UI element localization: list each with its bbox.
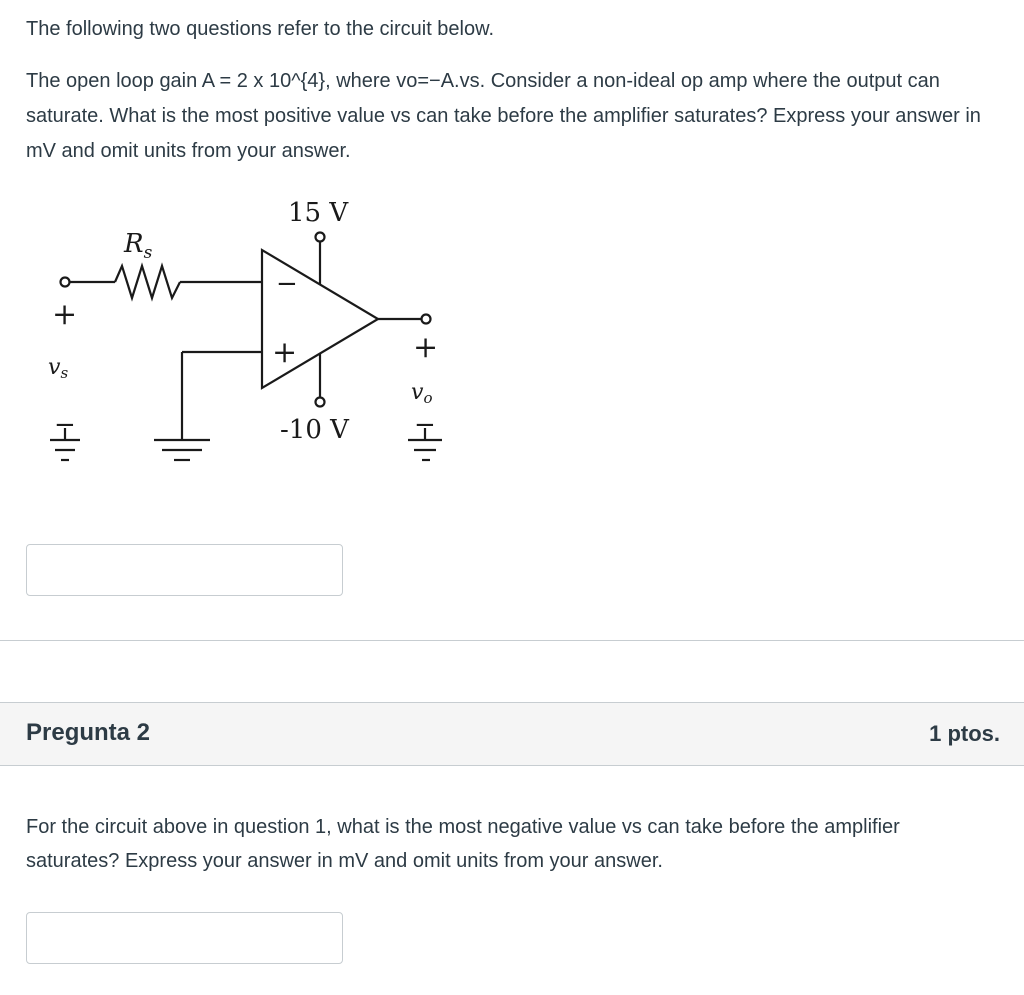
output-plus-sign: +	[413, 330, 439, 365]
output-minus-sign: −	[414, 410, 436, 440]
question-1-answer-input[interactable]	[26, 544, 343, 596]
inverting-input-sign: −	[276, 269, 298, 299]
resistor-rs	[115, 266, 180, 298]
question-divider	[0, 640, 1024, 641]
positive-supply-terminal	[316, 233, 325, 242]
opamp-circuit-diagram	[30, 188, 470, 488]
question-2-answer-input[interactable]	[26, 912, 343, 964]
input-terminal	[61, 278, 70, 287]
question-intro: The following two questions refer to the circuit below.	[26, 18, 495, 40]
source-voltage-label: vs	[48, 355, 69, 382]
output-voltage-label: vo	[411, 380, 433, 407]
output-terminal	[422, 315, 431, 324]
resistor-label: $R_s$	[124, 229, 153, 263]
question-2-text	[26, 810, 986, 878]
ground-symbol-opamp	[154, 440, 210, 460]
question-2-title: Pregunta 2	[26, 719, 151, 746]
negative-supply-terminal	[316, 398, 325, 407]
noninverting-input-sign: +	[272, 335, 298, 370]
question-1-body: The open loop gain A = 2 x 10^{4}, where vo=−A.vs. Consider a non-ideal op amp where the output can saturate. What is the most positive value vs can take before the amplifier saturates? Express your answer in mV and omit units from your answer.	[26, 70, 981, 162]
top-supply-label: 15 V	[288, 198, 349, 228]
source-plus-sign: +	[52, 297, 78, 332]
question-2-header	[0, 702, 1024, 766]
bottom-supply-label: -10 V	[280, 415, 349, 445]
question-1-text	[26, 64, 996, 169]
question-2-points: 1 ptos.	[929, 721, 1000, 746]
question-2-body: For the circuit above in question 1, what is the most negative value vs can take before the amplifier saturates? Express your answer in mV and omit units from your answer.	[26, 816, 900, 872]
source-minus-sign: −	[54, 410, 76, 440]
